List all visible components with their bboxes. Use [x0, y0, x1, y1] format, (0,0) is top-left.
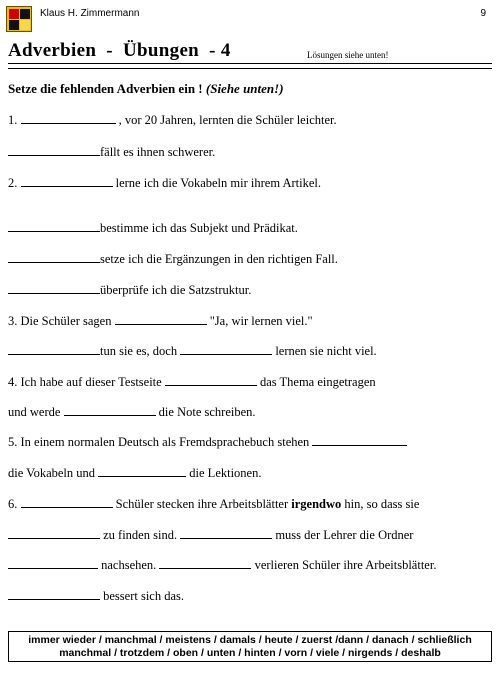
word-bank-line-2: manchmal / trotzdem / oben / unten / hinten / vorn / viele / nirgends / deshalb	[59, 647, 441, 659]
instruction	[8, 81, 284, 97]
line-text: fällt es ihnen schwerer.	[100, 145, 216, 159]
answer-blank[interactable]	[115, 312, 207, 325]
exercise-line-16	[8, 587, 184, 604]
answer-blank[interactable]	[8, 556, 98, 569]
line-text: 1.	[8, 113, 21, 127]
line-text: tun sie es, doch	[100, 344, 181, 358]
logo-red-square	[9, 9, 19, 19]
logo-black-square-2	[9, 20, 19, 30]
instruction-hint: (Siehe unten!)	[205, 81, 284, 96]
line-text: 5. In einem normalen Deutsch als Fremdsprachebuch stehen	[8, 435, 313, 449]
instruction-main: Setze die fehlenden Adverbien ein !	[8, 81, 206, 96]
line-text: die Lektionen.	[186, 466, 262, 480]
exercise-line-4	[8, 219, 298, 236]
exercise-line-6	[8, 281, 251, 298]
exercise-line-15	[8, 556, 436, 573]
line-text: und werde	[8, 405, 64, 419]
line-text: hin, so dass sie	[341, 497, 420, 511]
exercise-line-3	[8, 174, 321, 191]
line-text: lerne ich die Vokabeln mir ihrem Artikel.	[112, 176, 322, 190]
line-text: überprüfe ich die Satzstruktur.	[100, 283, 252, 297]
answer-blank[interactable]	[8, 281, 100, 294]
exercise-line-12	[8, 464, 261, 481]
logo-black-square	[20, 9, 30, 19]
header-rule-top	[8, 63, 492, 64]
line-text: "Ja, wir lernen viel."	[206, 314, 313, 328]
answer-blank[interactable]	[64, 403, 156, 416]
exercise-line-2	[8, 143, 215, 160]
answer-blank[interactable]	[8, 250, 100, 263]
answer-blank[interactable]	[8, 526, 100, 539]
line-text: bessert sich das.	[100, 589, 185, 603]
line-text: 2.	[8, 176, 21, 190]
solution-hint: Lösungen siehe unten!	[307, 50, 389, 60]
exercise-line-13	[8, 495, 419, 512]
line-text: Schüler stecken ihre Arbeitsblätter	[112, 497, 292, 511]
exercise-line-5	[8, 250, 338, 267]
answer-blank[interactable]	[312, 433, 407, 446]
line-text: bestimme ich das Subjekt und Prädikat.	[100, 221, 298, 235]
line-text: die Vokabeln und	[8, 466, 99, 480]
line-text: die Note schreiben.	[155, 405, 256, 419]
exercise-line-10	[8, 403, 256, 420]
exercise-line-7	[8, 312, 313, 329]
word-bank-box	[8, 631, 492, 662]
line-text: 4. Ich habe auf dieser Testseite	[8, 375, 165, 389]
exercise-line-1	[8, 111, 337, 128]
page-number: 9	[480, 8, 486, 19]
line-text: lernen sie nicht viel.	[272, 344, 377, 358]
answer-blank[interactable]	[8, 219, 100, 232]
answer-blank[interactable]	[8, 342, 100, 355]
header-rule-bottom	[8, 68, 492, 69]
line-text: , vor 20 Jahren, lernten die Schüler leichter.	[115, 113, 337, 127]
logo-yellow-square	[20, 20, 30, 30]
answer-blank[interactable]	[21, 495, 113, 508]
exercise-line-9	[8, 373, 376, 390]
line-text: zu finden sind.	[100, 528, 181, 542]
word-bank-line-1: immer wieder / manchmal / meistens / damals / heute / zuerst /dann / danach / schließlich	[28, 634, 472, 646]
answer-blank[interactable]	[180, 526, 272, 539]
page-title: Adverbien - Übungen - 4	[8, 40, 231, 61]
line-text: setze ich die Ergänzungen in den richtigen Fall.	[100, 252, 338, 266]
line-text: 3. Die Schüler sagen	[8, 314, 115, 328]
answer-blank[interactable]	[159, 556, 251, 569]
line-text: verlieren Schüler ihre Arbeitsblätter.	[251, 558, 437, 572]
answer-blank[interactable]	[21, 174, 113, 187]
exercise-line-14	[8, 526, 413, 543]
answer-blank[interactable]	[98, 464, 186, 477]
answer-blank[interactable]	[21, 111, 116, 124]
answer-blank[interactable]	[8, 587, 100, 600]
line-bold-word: irgendwo	[291, 497, 342, 511]
line-text: muss der Lehrer die Ordner	[272, 528, 414, 542]
answer-blank[interactable]	[8, 143, 100, 156]
daf-logo	[6, 6, 32, 32]
author-name: Klaus H. Zimmermann	[40, 8, 140, 19]
line-text: 6.	[8, 497, 21, 511]
line-text: nachsehen.	[98, 558, 160, 572]
line-text: das Thema eingetragen	[256, 375, 376, 389]
exercise-line-8	[8, 342, 377, 359]
answer-blank[interactable]	[180, 342, 272, 355]
answer-blank[interactable]	[165, 373, 257, 386]
exercise-line-11	[8, 433, 407, 450]
